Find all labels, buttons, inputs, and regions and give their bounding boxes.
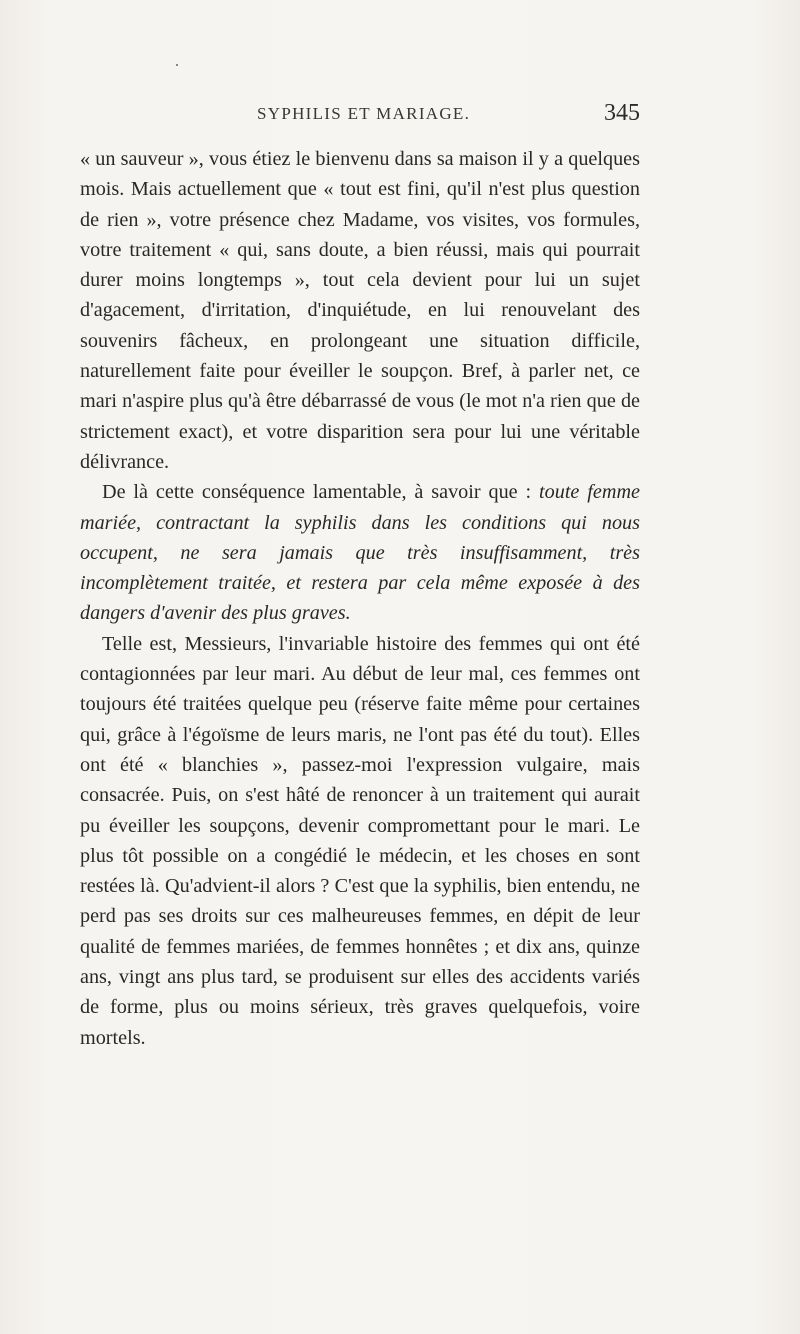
paragraph-3: Telle est, Messieurs, l'invariable histoire des femmes qui ont été contagionnées par leur mari. Au début de leur mal, ces femmes ont toujours été traitées quelque peu (réserve faite même pour certaines qui, grâce à l'égoïsme de leurs maris, ne l'ont pas été du tout). Elles ont été « blanchies », passez-moi l'expression vulgaire, mais consacrée. Puis, on s'est hâté de renoncer à un traitement qui aurait pu éveiller les soupçons, devenir compromettant pour le mari. Le plus tôt possible on a congédié le médecin, et les choses en sont restées là. Qu'advient-il alors ? C'est que la syphilis, bien entendu, ne perd pas ses droits sur ces malheureuses femmes, en dépit de leur qualité de femmes mariées, de femmes honnêtes ; et dix ans, quinze ans, vingt ans plus tard, se produisent sur elles des accidents variés de forme, plus ou moins sérieux, très graves quelquefois, voire mortels.: [80, 632, 640, 1049]
paragraph-2: [80, 477, 640, 628]
body-text: [80, 144, 640, 1053]
ink-speck: [176, 64, 178, 66]
paragraph-2-lead: De là cette conséquence lamentable, à savoir que :: [102, 481, 540, 504]
running-title: SYPHILIS ET MARIAGE.: [257, 104, 471, 123]
paragraph-2-italic: toute femme mariée, contractant la syphilis dans les conditions qui nous occupent, ne sera jamais que très insuffisamment, très incomplètement traitée, et restera par cela même exposée à des dangers d'avenir des plus graves.: [80, 481, 640, 625]
page-number: 345: [604, 100, 640, 126]
paragraph-1: « un sauveur », vous étiez le bienvenu dans sa maison il y a quelques mois. Mais actuellement que « tout est fini, qu'il n'est plus question de rien », votre présence chez Madame, vos visites, vos formules, votre traitement « qui, sans doute, a bien réussi, mais qui pourrait durer moins longtemps », tout cela devient pour lui un sujet d'agacement, d'irritation, d'inquiétude, en lui renouvelant des souvenirs fâcheux, en prolongeant une situation difficile, naturellement faite pour éveiller le soupçon. Bref, à parler net, ce mari n'aspire plus qu'à être débarrassé de vous (le mot n'a rien que de strictement exact), et votre disparition sera pour lui une véritable délivrance.: [80, 148, 640, 473]
running-head: [80, 100, 640, 134]
